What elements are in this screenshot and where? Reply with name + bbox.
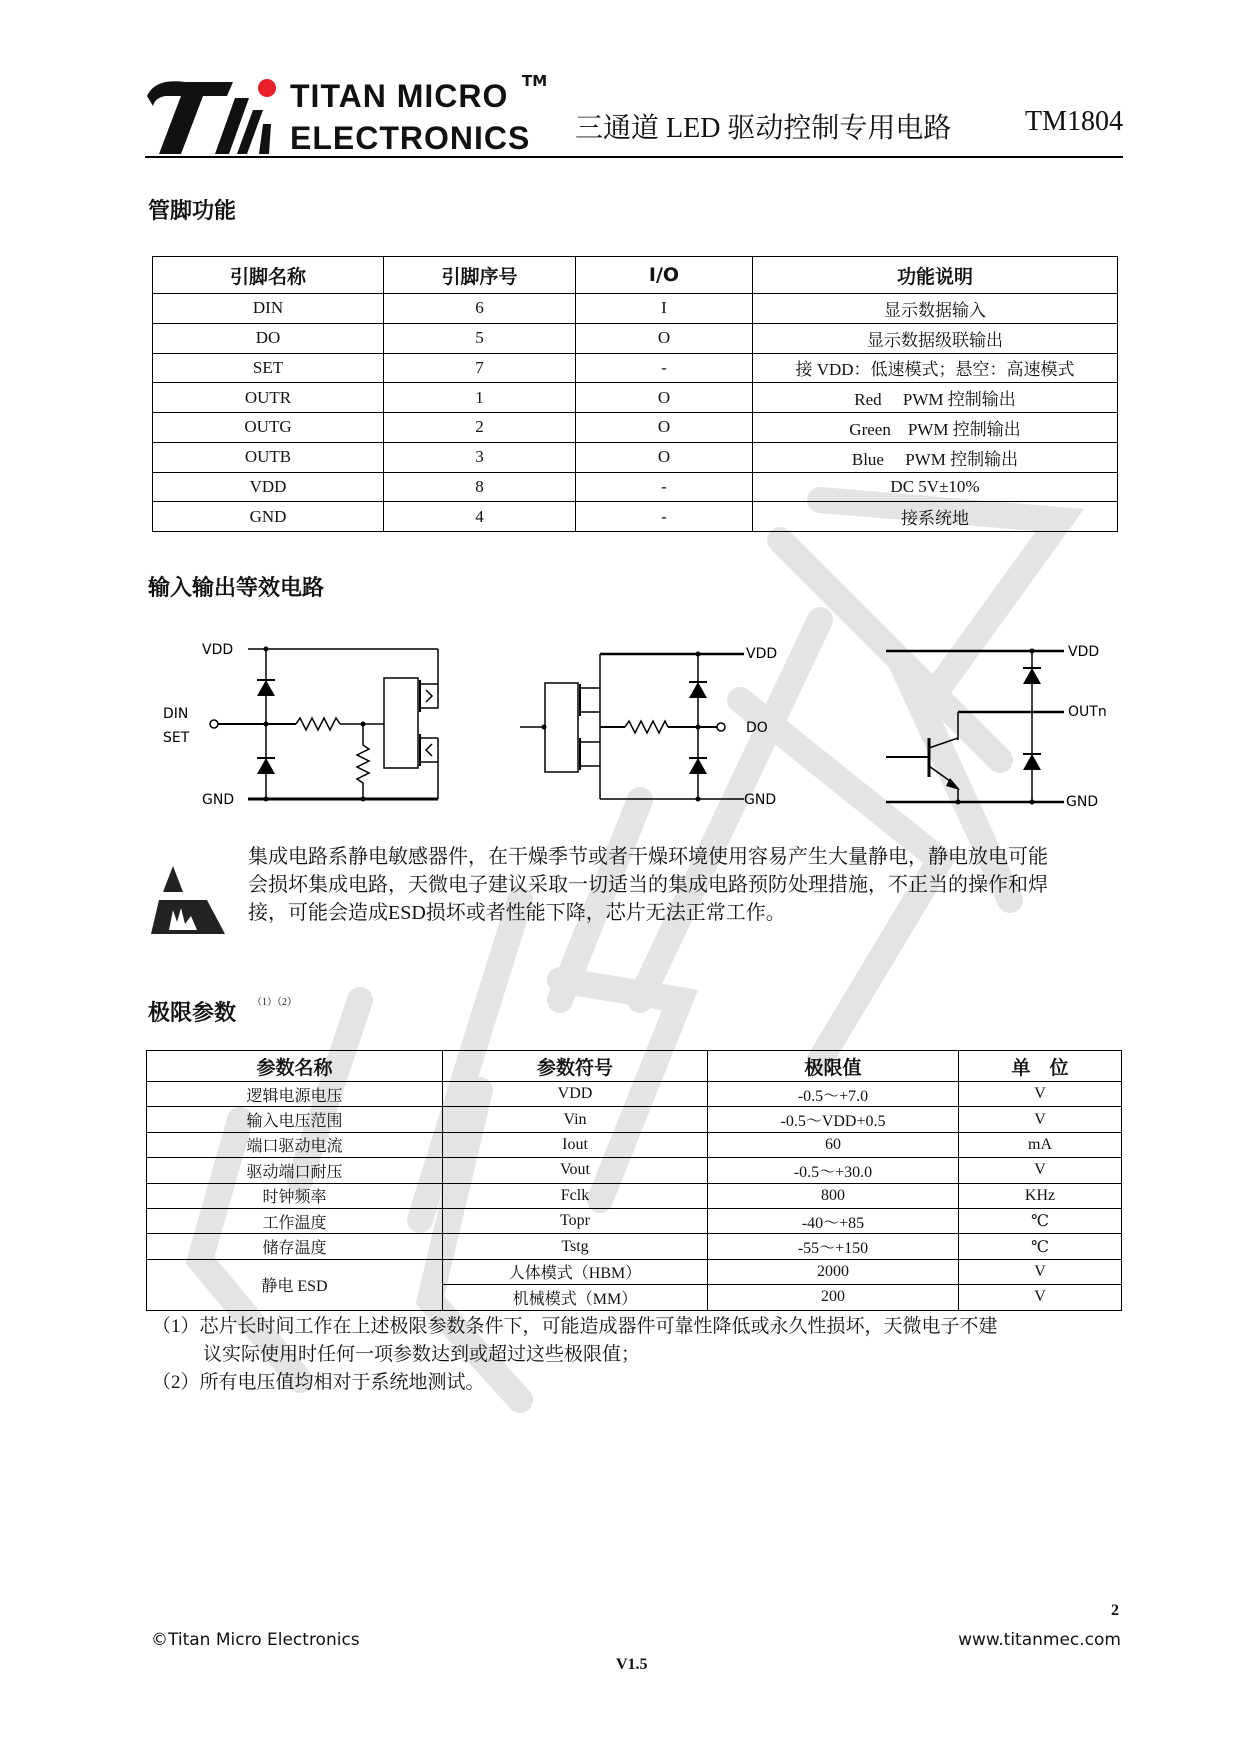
esd-notice-line: 接，可能会造成ESD损坏或者性能下降，芯片无法正常工作。: [248, 902, 786, 924]
cell: 驱动端口耐压: [147, 1158, 443, 1183]
document-version: V1.5: [616, 1656, 648, 1673]
label-gnd: GND: [1066, 794, 1099, 810]
cell: 逻辑电源电压: [147, 1082, 443, 1107]
cell: 3: [384, 442, 576, 472]
model-number: TM1804: [1025, 106, 1123, 137]
cell: 8: [384, 472, 576, 502]
label-din: DIN: [163, 706, 189, 722]
column-header: 引脚名称: [153, 257, 384, 294]
column-header: 功能说明: [753, 257, 1118, 294]
cell: 800: [708, 1183, 959, 1208]
column-header: I/O: [576, 257, 753, 294]
table-row: [147, 1132, 1122, 1157]
section-title-circuits: 输入输出等效电路: [148, 576, 325, 601]
cell: OUTB: [153, 442, 384, 472]
cell: mA: [959, 1132, 1122, 1157]
esd-notice-line: 集成电路系静电敏感器件，在干燥季节或者干燥环境使用容易产生大量静电，静电放电可能: [248, 846, 1048, 868]
cell: 静电 ESD: [147, 1259, 443, 1310]
cell: KHz: [959, 1183, 1122, 1208]
cell: Fclk: [443, 1183, 708, 1208]
esd-warning-icon: [151, 866, 225, 934]
table-header-row: [153, 257, 1118, 294]
label-vdd: VDD: [202, 642, 234, 658]
footnote-2: （2）所有电压值均相对于系统地测试。: [152, 1372, 485, 1393]
cell: 显示数据级联输出: [753, 323, 1118, 353]
cell: -0.5～+30.0: [708, 1158, 959, 1183]
cell: -0.5～+7.0: [708, 1082, 959, 1107]
cell: -: [576, 502, 753, 532]
table-row: [147, 1208, 1122, 1233]
cell: -0.5～VDD+0.5: [708, 1107, 959, 1132]
header-divider: [145, 156, 1123, 158]
cell: VDD: [153, 472, 384, 502]
table-row: [147, 1107, 1122, 1132]
cell: O: [576, 383, 753, 413]
cell: 端口驱动电流: [147, 1132, 443, 1157]
cell: -55～+150: [708, 1234, 959, 1259]
column-header: 参数名称: [147, 1051, 443, 1082]
output-circuit-do: [520, 654, 744, 799]
table-row: [153, 383, 1118, 413]
cell: Green PWM 控制输出: [753, 413, 1118, 443]
cell: O: [576, 323, 753, 353]
table-row: [147, 1158, 1122, 1183]
cell: 工作温度: [147, 1208, 443, 1233]
table-row: [147, 1259, 1122, 1284]
cell: 5: [384, 323, 576, 353]
document-title: 三通道 LED 驱动控制专用电路: [575, 113, 952, 144]
cell: O: [576, 442, 753, 472]
cell: DC 5V±10%: [753, 472, 1118, 502]
cell: 输入电压范围: [147, 1107, 443, 1132]
cell: ℃: [959, 1234, 1122, 1259]
cell: 人体模式（HBM）: [443, 1259, 708, 1284]
cell: -: [576, 353, 753, 383]
cell: SET: [153, 353, 384, 383]
cell: 200: [708, 1285, 959, 1310]
footer-copyright: ©Titan Micro Electronics: [151, 1630, 360, 1650]
cell: V: [959, 1082, 1122, 1107]
table-row: [153, 353, 1118, 383]
label-outn: OUTn: [1068, 704, 1107, 720]
output-circuit-outn: [886, 651, 1064, 802]
input-circuit: [210, 649, 438, 799]
page-number: 2: [1111, 1602, 1119, 1619]
table-header-row: [147, 1051, 1122, 1082]
cell: 2: [384, 413, 576, 443]
cell: Vout: [443, 1158, 708, 1183]
logo-text-line1: TITAN MICRO: [290, 78, 509, 114]
label-vdd: VDD: [1068, 644, 1100, 660]
table-row: [153, 294, 1118, 324]
absolute-max-ratings-table: [146, 1050, 1122, 1311]
cell: Topr: [443, 1208, 708, 1233]
label-do: DO: [746, 720, 768, 736]
cell: 7: [384, 353, 576, 383]
cell: Tstg: [443, 1234, 708, 1259]
table-row: [153, 472, 1118, 502]
column-header: 单 位: [959, 1051, 1122, 1082]
label-gnd: GND: [202, 792, 235, 808]
table-row: [153, 502, 1118, 532]
cell: 时钟频率: [147, 1183, 443, 1208]
cell: VDD: [443, 1082, 708, 1107]
cell: V: [959, 1259, 1122, 1284]
label-gnd: GND: [744, 792, 777, 808]
column-header: 极限值: [708, 1051, 959, 1082]
cell: Vin: [443, 1107, 708, 1132]
cell: 4: [384, 502, 576, 532]
cell: Blue PWM 控制输出: [753, 442, 1118, 472]
trademark-symbol: TM: [522, 72, 548, 90]
table-row: [147, 1234, 1122, 1259]
cell: GND: [153, 502, 384, 532]
section-title-limits: 极限参数: [148, 1001, 237, 1026]
cell: 显示数据输入: [753, 294, 1118, 324]
cell: 接系统地: [753, 502, 1118, 532]
footnote-1-cont: 议实际使用时任何一项参数达到或超过这些极限值；: [203, 1344, 641, 1365]
cell: Red PWM 控制输出: [753, 383, 1118, 413]
logo-text-line2: ELECTRONICS: [290, 120, 531, 156]
cell: I: [576, 294, 753, 324]
cell: V: [959, 1285, 1122, 1310]
cell: 2000: [708, 1259, 959, 1284]
cell: -: [576, 472, 753, 502]
table-row: [153, 413, 1118, 443]
cell: DO: [153, 323, 384, 353]
table-row: [147, 1082, 1122, 1107]
footnote-refs: （1）（2）: [252, 997, 297, 1008]
footnote-1: （1）芯片长时间工作在上述极限参数条件下，可能造成器件可靠性降低或永久性损坏，天微电子不建: [152, 1316, 998, 1337]
cell: OUTG: [153, 413, 384, 443]
pin-function-table: [152, 256, 1118, 532]
equivalent-circuit-diagrams: [0, 620, 1240, 820]
cell: 1: [384, 383, 576, 413]
cell: V: [959, 1158, 1122, 1183]
company-logo-mark: [145, 76, 280, 158]
cell: 储存温度: [147, 1234, 443, 1259]
label-vdd: VDD: [746, 646, 778, 662]
column-header: 引脚序号: [384, 257, 576, 294]
cell: Iout: [443, 1132, 708, 1157]
cell: O: [576, 413, 753, 443]
section-title-pins: 管脚功能: [148, 199, 237, 224]
cell: ℃: [959, 1208, 1122, 1233]
cell: V: [959, 1107, 1122, 1132]
table-row: [153, 323, 1118, 353]
label-set: SET: [163, 730, 190, 746]
cell: 6: [384, 294, 576, 324]
footer-website: www.titanmec.com: [958, 1630, 1121, 1650]
cell: -40～+85: [708, 1208, 959, 1233]
column-header: 参数符号: [443, 1051, 708, 1082]
cell: 60: [708, 1132, 959, 1157]
cell: 机械模式（MM）: [443, 1285, 708, 1310]
cell: 接 VDD：低速模式；悬空：高速模式: [753, 353, 1118, 383]
table-row: [153, 442, 1118, 472]
table-row: [147, 1183, 1122, 1208]
cell: DIN: [153, 294, 384, 324]
esd-notice-line: 会损坏集成电路，天微电子建议采取一切适当的集成电路预防处理措施，不正当的操作和焊: [248, 874, 1048, 896]
cell: OUTR: [153, 383, 384, 413]
